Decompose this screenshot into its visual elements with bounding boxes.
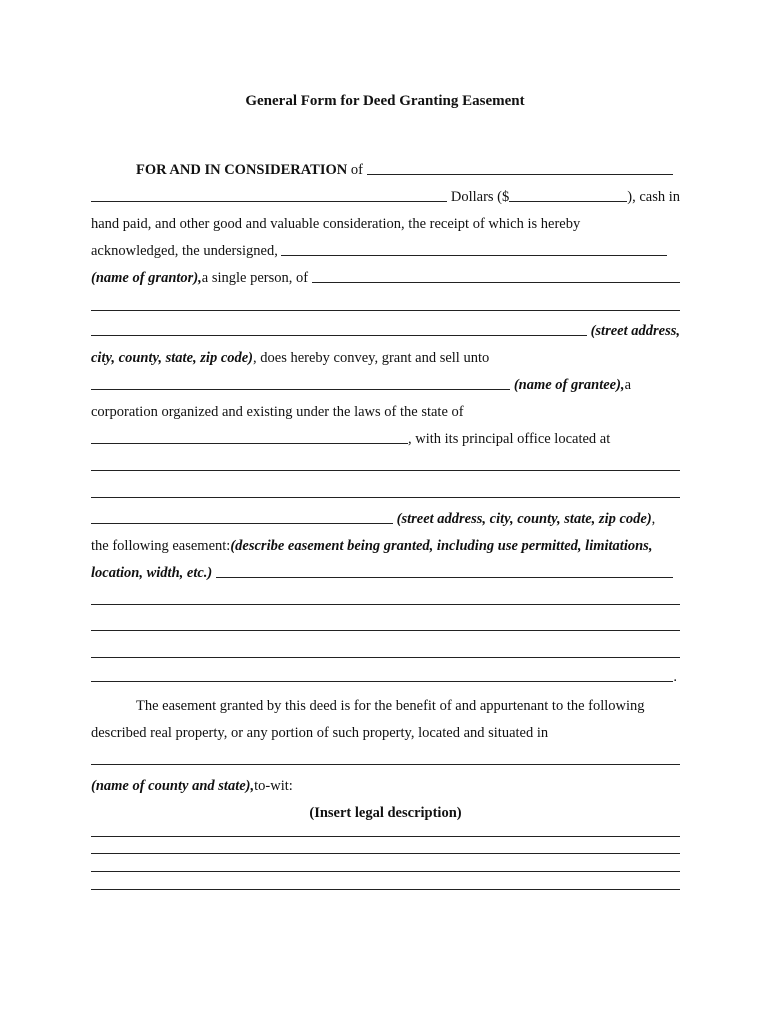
insert-legal-description-label: (Insert legal description): [309, 805, 462, 821]
dollars-text: Dollars ($: [450, 189, 510, 205]
cash-in-text: ), cash in: [627, 189, 680, 205]
street-address-row: [91, 318, 680, 340]
comma-text: ,: [651, 511, 656, 527]
principal-office-row: [91, 426, 621, 448]
legal-description-line-3[interactable]: [91, 871, 680, 872]
corporation-text: corporation organized and existing under the laws of the state of: [91, 404, 464, 420]
street-address-label: (street address,: [590, 323, 680, 339]
acknowledged-text: acknowledged, the undersigned,: [91, 243, 278, 259]
grantee-address-row: [91, 506, 680, 528]
convey-row: [91, 345, 680, 367]
amount-words-blank[interactable]: [91, 201, 447, 202]
hand-paid-text: hand paid, and other good and valuable consideration, the receipt of which is hereby: [91, 216, 581, 232]
easement-description-line-3[interactable]: [91, 630, 680, 631]
benefit-text: The easement granted by this deed is for the benefit of and appurtenant to the following: [136, 698, 645, 714]
grantor-name-blank[interactable]: [281, 255, 667, 256]
consideration-blank[interactable]: [367, 174, 673, 175]
period-text: .: [673, 669, 677, 685]
of-text: of: [350, 162, 363, 178]
principal-office-text: , with its principal office located at: [408, 431, 611, 447]
easement-description-blank-1[interactable]: [216, 577, 673, 578]
grantor-address-blank[interactable]: [312, 282, 680, 283]
legal-description-line-4[interactable]: [91, 889, 680, 890]
convey-text: , does hereby convey, grant and sell unto: [253, 350, 490, 366]
name-of-county-state-label: (name of county and state),: [91, 778, 255, 794]
described-property-text: described real property, or any portion of such property, located and situated in: [91, 725, 549, 741]
following-easement-text: the following easement:: [91, 538, 231, 554]
county-state-line[interactable]: [91, 764, 680, 765]
easement-final-row: [91, 664, 677, 686]
legal-description-line-2[interactable]: [91, 853, 680, 854]
benefit-row: [136, 693, 676, 715]
easement-description-line-2[interactable]: [91, 604, 680, 605]
to-wit-text: to-wit:: [254, 778, 293, 794]
single-person-text: a single person, of: [201, 270, 309, 286]
hand-paid-row: [91, 211, 680, 233]
name-of-grantor-label: (name of grantor),: [91, 270, 202, 286]
state-of-incorporation-blank[interactable]: [91, 443, 408, 444]
consideration-heading: FOR AND IN CONSIDERATION: [136, 162, 348, 178]
grantor-address-blank-3[interactable]: [91, 335, 587, 336]
grantee-row: [91, 372, 631, 394]
to-wit-row: [91, 773, 680, 795]
easement-description-blank-5[interactable]: [91, 681, 673, 682]
acknowledged-row: [91, 238, 667, 260]
easement-row: [91, 533, 680, 555]
corporation-row: [91, 399, 680, 421]
grantor-address-line-2[interactable]: [91, 310, 680, 311]
described-property-row: [91, 720, 680, 742]
location-width-label: location, width, etc.): [91, 565, 213, 581]
principal-office-line-2[interactable]: [91, 497, 680, 498]
form-title: General Form for Deed Granting Easement: [245, 93, 525, 109]
grantee-name-blank[interactable]: [91, 389, 510, 390]
describe-easement-label: (describe easement being granted, including use permitted, limitations,: [230, 538, 653, 554]
principal-office-blank-3[interactable]: [91, 523, 393, 524]
grantor-row: [91, 265, 680, 287]
city-county-state-zip-label: city, county, state, zip code): [91, 350, 254, 366]
principal-office-line-1[interactable]: [91, 470, 680, 471]
insert-legal-row: [91, 800, 680, 822]
amount-number-blank[interactable]: [509, 201, 627, 202]
a-text: a: [624, 377, 631, 393]
name-of-grantee-label: (name of grantee),: [513, 377, 625, 393]
legal-description-line-1[interactable]: [91, 836, 680, 837]
easement-description-line-4[interactable]: [91, 657, 680, 658]
consideration-row: [136, 157, 673, 179]
street-address-full-label: (street address, city, county, state, zip code): [396, 511, 652, 527]
dollars-row: [91, 184, 680, 206]
location-width-row: [91, 560, 673, 582]
